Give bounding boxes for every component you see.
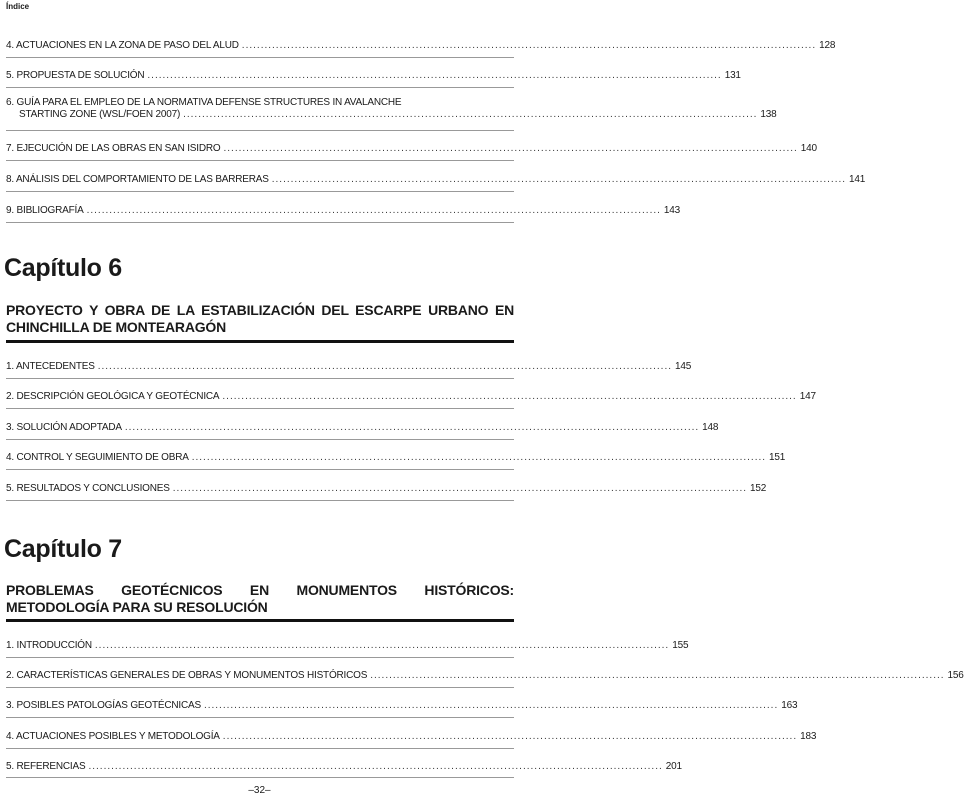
toc-entry-title-line1: 6. GUÍA PARA EL EMPLEO DE LA NORMATIVA DEFENSE STRUCTURES IN AVALANCHE [6, 97, 402, 108]
toc-entry-title: 4. CONTROL Y SEGUIMIENTO DE OBRA [6, 452, 189, 463]
toc-entry-page: 156 [947, 670, 964, 681]
entry-divider [6, 222, 514, 223]
running-head: Índice [6, 2, 30, 11]
toc-entry[interactable] [6, 203, 680, 217]
toc-entry[interactable] [6, 729, 817, 743]
entry-divider [6, 439, 514, 440]
toc-entry[interactable] [6, 68, 741, 82]
toc-entry[interactable] [6, 638, 689, 652]
toc-entry-page: 148 [702, 422, 719, 433]
toc-entry-title: 3. POSIBLES PATOLOGÍAS GEOTÉCNICAS [6, 700, 201, 711]
toc-entry-title: 9. BIBLIOGRAFÍA [6, 205, 84, 216]
dot-leader: ........................................................................................................................................................ [147, 70, 722, 81]
chapter-subtitle-line2: CHINCHILLA DE MONTEARAGÓN [6, 319, 227, 335]
dot-leader: ........................................................................................................................................................ [86, 205, 661, 216]
toc-entry-page: 147 [799, 391, 816, 402]
toc-entry[interactable] [6, 359, 692, 373]
toc-entry-title: 1. INTRODUCCIÓN [6, 640, 92, 651]
toc-entry-title: 2. CARACTERÍSTICAS GENERALES DE OBRAS Y MONUMENTOS HISTÓRICOS [6, 670, 368, 681]
entry-divider [6, 500, 514, 501]
entry-divider [6, 687, 514, 688]
toc-entry-page: 152 [750, 483, 767, 494]
toc-entry[interactable] [6, 38, 836, 52]
entry-divider [6, 408, 514, 409]
toc-entry-title: 8. ANÁLISIS DEL COMPORTAMIENTO DE LAS BARRERAS [6, 174, 269, 185]
chapter-heading: Capítulo 6 [4, 254, 122, 282]
toc-entry-page: 163 [781, 700, 798, 711]
dot-leader: ........................................................................................................................................................ [222, 731, 798, 742]
toc-entry-page: 140 [800, 143, 817, 154]
dot-leader: ........................................................................................................................................................ [241, 40, 817, 51]
dot-leader: ........................................................................................................................................................ [203, 700, 779, 711]
dot-leader: ........................................................................................................................................................ [88, 761, 663, 772]
dot-leader: ........................................................................................................................................................ [222, 391, 797, 402]
toc-entry[interactable] [6, 141, 817, 155]
toc-entry-page: 151 [769, 452, 786, 463]
chapter-subtitle-line1: PROBLEMAS GEOTÉCNICOS EN MONUMENTOS HISTÓRICOS: [6, 582, 514, 598]
entry-divider [6, 777, 514, 778]
entry-divider [6, 87, 514, 88]
toc-entry-title: 2. DESCRIPCIÓN GEOLÓGICA Y GEOTÉCNICA [6, 391, 220, 402]
chapter-subtitle [6, 302, 514, 336]
chapter-subtitle [6, 582, 514, 616]
dot-leader: ........................................................................................................................................................ [94, 640, 670, 651]
entry-divider [6, 469, 514, 470]
chapter-rule [6, 340, 514, 343]
entry-divider [6, 657, 514, 658]
toc-entry[interactable] [6, 450, 786, 464]
entry-divider [6, 130, 514, 131]
dot-leader: ........................................................................................................................................................ [97, 361, 673, 372]
toc-entry-title: 5. REFERENCIAS [6, 761, 86, 772]
entry-divider [6, 378, 514, 379]
toc-entry-page: 128 [819, 40, 836, 51]
toc-entry[interactable] [6, 97, 777, 121]
toc-entry-title: 5. PROPUESTA DE SOLUCIÓN [6, 70, 145, 81]
toc-entry-page: 141 [849, 174, 866, 185]
dot-leader: ........................................................................................................................................................ [172, 483, 748, 494]
toc-entry-page: 138 [760, 109, 777, 120]
dot-leader: ........................................................................................................................................................ [191, 452, 767, 463]
toc-entry[interactable] [6, 698, 798, 712]
dot-leader: ........................................................................................................................................................ [223, 143, 798, 154]
toc-entry-title: 4. ACTUACIONES EN LA ZONA DE PASO DEL ALUD [6, 40, 239, 51]
toc-entry-page: 145 [675, 361, 692, 372]
toc-entry-title: 1. ANTECEDENTES [6, 361, 95, 372]
toc-entry[interactable] [6, 668, 964, 682]
chapter-subtitle-line1: PROYECTO Y OBRA DE LA ESTABILIZACIÓN DEL ESCARPE URBANO EN [6, 302, 514, 318]
entry-divider [6, 717, 514, 718]
entry-divider [6, 160, 514, 161]
entry-divider [6, 748, 514, 749]
toc-entry-page: 155 [672, 640, 689, 651]
toc-entry[interactable] [6, 389, 816, 403]
toc-entry-page: 183 [800, 731, 817, 742]
toc-entry[interactable] [6, 481, 767, 495]
chapter-rule [6, 619, 514, 622]
toc-entry[interactable] [6, 172, 866, 186]
toc-entry-title-line2: STARTING ZONE (WSL/FOEN 2007) [19, 109, 181, 120]
toc-entry-title: 7. EJECUCIÓN DE LAS OBRAS EN SAN ISIDRO [6, 143, 221, 154]
dot-leader: ........................................................................................................................................................ [271, 174, 847, 185]
toc-entry-title: 3. SOLUCIÓN ADOPTADA [6, 422, 122, 433]
toc-entry-page: 131 [724, 70, 741, 81]
dot-leader: ........................................................................................................................................................ [183, 109, 758, 120]
dot-leader: ........................................................................................................................................................ [124, 422, 700, 433]
toc-entry-title: 4. ACTUACIONES POSIBLES Y METODOLOGÍA [6, 731, 220, 742]
toc-entry[interactable] [6, 420, 719, 434]
toc-entry-page: 201 [665, 761, 682, 772]
dot-leader: ........................................................................................................................................................ [370, 670, 945, 681]
entry-divider [6, 191, 514, 192]
toc-entry-title: 5. RESULTADOS Y CONCLUSIONES [6, 483, 170, 494]
page-number: –32– [248, 785, 271, 796]
chapter-subtitle-line2: METODOLOGÍA PARA SU RESOLUCIÓN [6, 599, 268, 615]
chapter-heading: Capítulo 7 [4, 535, 122, 563]
toc-entry-page: 143 [663, 205, 680, 216]
entry-divider [6, 57, 514, 58]
toc-entry[interactable] [6, 759, 682, 773]
